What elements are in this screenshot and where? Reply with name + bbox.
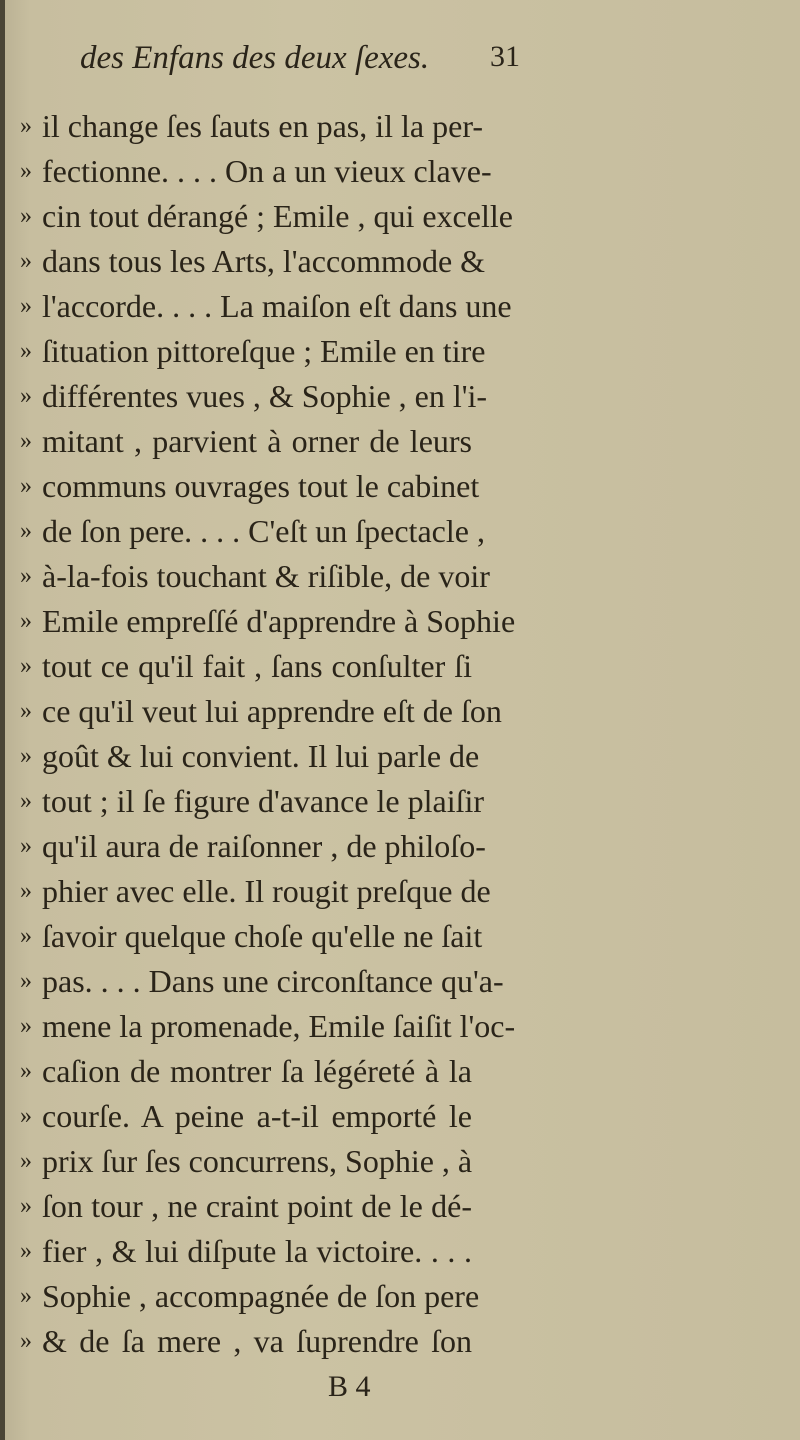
text-line [20,1319,472,1364]
running-title: des Enfans des deux ſexes. [80,40,430,76]
text-line [20,869,491,914]
quote-mark: » [20,293,32,319]
text-line [20,149,492,194]
quote-mark: » [20,428,32,454]
text-line [20,1274,480,1319]
quote-mark: » [20,518,32,544]
text-line [20,1049,472,1094]
quote-mark: » [20,1148,32,1174]
line-text: mene la promenade, Emile ſaiſit l'oc- [42,1008,516,1044]
line-text: & de ſa mere , va ſuprendre ſon [42,1323,472,1359]
line-text: qu'il aura de raiſonner , de philoſo- [42,828,486,864]
text-line [20,1004,516,1049]
line-text: Sophie , accompagnée de ſon pere [42,1278,480,1314]
text-line [20,554,490,599]
text-line [20,734,480,779]
line-text: pas. . . . Dans une circonſtance qu'a- [42,963,504,999]
quote-mark: » [20,563,32,589]
text-line [20,779,485,824]
quote-mark: » [20,833,32,859]
line-text: l'accorde. . . . La maiſon eſt dans une [42,288,512,324]
quote-mark: » [20,338,32,364]
line-text: ſavoir quelque choſe qu'elle ne ſait [42,918,483,954]
line-text: mitant , parvient à orner de leurs [42,423,472,459]
quote-mark: » [20,158,32,184]
line-text: différentes vues , & Sophie , en l'i- [42,378,488,414]
line-text: il change ſes ſauts en pas, il la per- [42,108,483,144]
quote-mark: » [20,203,32,229]
text-line [20,644,472,689]
line-text: prix ſur ſes concurrens, Sophie , à [42,1143,473,1179]
quote-mark: » [20,1328,32,1354]
signature-mark: B 4 [328,1370,371,1403]
quote-mark: » [20,1058,32,1084]
line-text: à-la-fois touchant & riſible, de voir [42,558,490,594]
text-line [20,194,513,239]
text-line [20,284,512,329]
text-line [20,509,485,554]
quote-mark: » [20,1013,32,1039]
line-text: ſon tour , ne craint point de le dé- [42,1188,472,1224]
quote-mark: » [20,788,32,814]
quote-mark: » [20,113,32,139]
text-line [20,374,488,419]
quote-mark: » [20,1238,32,1264]
quote-mark: » [20,1103,32,1129]
quote-mark: » [20,923,32,949]
quote-mark: » [20,878,32,904]
text-line [20,689,502,734]
page-body-text [20,104,516,1364]
line-text: de ſon pere. . . . C'eſt un ſpectacle , [42,513,485,549]
line-text: courſe. A peine a-t-il emporté le [42,1098,472,1134]
text-line [20,464,480,509]
quote-mark: » [20,653,32,679]
page-header [80,40,520,90]
text-line [20,1229,472,1274]
text-line [20,1094,472,1139]
line-text: caſion de montrer ſa légéreté à la [42,1053,472,1089]
line-text: dans tous les Arts, l'accommode & [42,243,486,279]
line-text: ce qu'il veut lui apprendre eſt de ſon [42,693,502,729]
quote-mark: » [20,698,32,724]
page-edge [0,0,5,1440]
text-line [20,599,516,644]
line-text: communs ouvrages tout le cabinet [42,468,480,504]
line-text: phier avec elle. Il rougit preſque de [42,873,491,909]
text-line [20,329,486,374]
text-line [20,914,483,959]
line-text: goût & lui convient. Il lui parle de [42,738,480,774]
text-line [20,1139,472,1184]
quote-mark: » [20,608,32,634]
quote-mark: » [20,248,32,274]
text-line [20,239,486,284]
text-line [20,824,486,869]
page-number: 31 [490,40,520,73]
line-text: tout ce qu'il fait , ſans conſulter ſi [42,648,472,684]
quote-mark: » [20,383,32,409]
quote-mark: » [20,1193,32,1219]
line-text: cin tout dérangé ; Emile , qui excelle [42,198,513,234]
quote-mark: » [20,968,32,994]
line-text: Emile empreſſé d'apprendre à Sophie [42,603,516,639]
text-line [20,104,483,149]
text-line [20,959,504,1004]
quote-mark: » [20,473,32,499]
quote-mark: » [20,743,32,769]
text-line [20,419,472,464]
line-text: fectionne. . . . On a un vieux clave- [42,153,492,189]
line-text: ſituation pittoreſque ; Emile en tire [42,333,486,369]
text-line [20,1184,472,1229]
line-text: tout ; il ſe figure d'avance le plaiſir [42,783,485,819]
line-text: fier , & lui diſpute la victoire. . . . [42,1233,472,1269]
quote-mark: » [20,1283,32,1309]
